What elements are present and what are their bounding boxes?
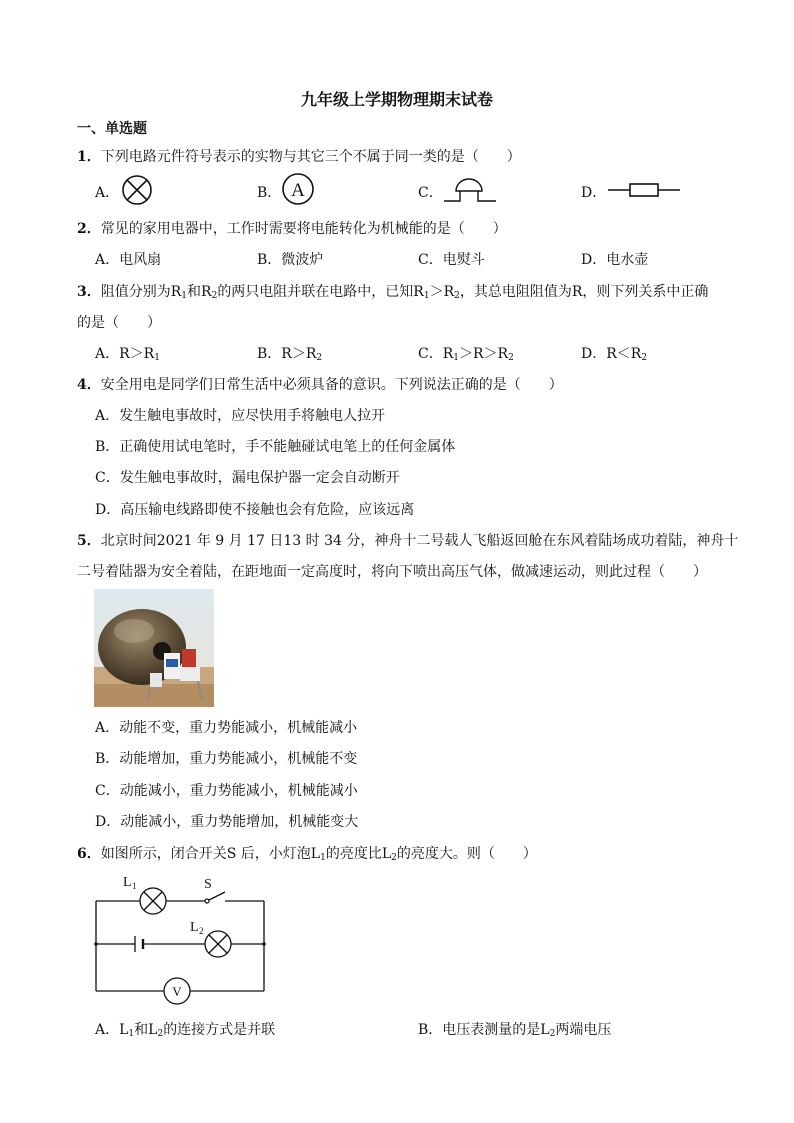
label-l1-sub: 1 — [132, 881, 137, 891]
option-text: 的连接方式是并联 — [163, 1022, 276, 1038]
option-text: A．L — [95, 1022, 129, 1038]
subscript: 2 — [508, 353, 514, 363]
battery-icon — [135, 936, 143, 952]
q6-text: 的亮度大。则（ ） — [396, 846, 537, 862]
label-l2-sub: 2 — [199, 926, 204, 936]
option-d: D．电水壶 — [581, 252, 649, 268]
lamp-icon — [119, 173, 155, 207]
option-b — [418, 1019, 611, 1039]
ammeter-icon — [280, 172, 316, 206]
subscript: 2 — [454, 291, 460, 301]
subscript: 2 — [549, 1029, 556, 1039]
question-text: 北京时间2021 年 9 月 17 日13 时 34 分，神舟十二号载人飞船返回舱在东风着陆场成功着陆，神舟十 — [100, 533, 739, 549]
q3-text: 和R — [187, 284, 212, 300]
option-b — [257, 343, 322, 363]
subscript: 2 — [316, 353, 323, 363]
question-2 — [77, 218, 507, 238]
ammeter-letter: A — [291, 180, 305, 201]
subscript: 1 — [181, 291, 188, 301]
option-d — [581, 343, 647, 363]
page-title: 九年级上学期物理期末试卷 — [300, 90, 493, 109]
capsule-photo — [94, 589, 214, 707]
section-heading: 一、单选题 — [77, 121, 147, 137]
question-6 — [77, 843, 537, 863]
q3-text: ，其总电阻阻值为R，则下列关系中正确 — [459, 284, 709, 300]
q6-text: 如图所示，闭合开关S 后，小灯泡L — [100, 846, 321, 862]
option-text: 两端电压 — [555, 1022, 612, 1038]
option-text: C．R — [418, 346, 454, 362]
option-text: A．R＞R — [95, 346, 155, 362]
bell-icon — [440, 173, 500, 203]
subscript: 2 — [391, 853, 397, 863]
option-a — [95, 343, 160, 363]
subscript: 2 — [641, 353, 648, 363]
switch-icon — [205, 892, 225, 903]
question-number: 1． — [77, 149, 101, 165]
subscript: 1 — [320, 853, 326, 863]
subscript: 2 — [157, 1029, 164, 1039]
subscript: 2 — [211, 291, 218, 301]
option-a — [95, 1019, 275, 1039]
lamp-l2-icon — [205, 931, 231, 957]
label-s: S — [204, 877, 212, 892]
q3-text: ＞R — [429, 284, 455, 300]
question-5-line2: 二号着陆器为安全着陆，在距地面一定高度时，将向下喷出高压气体，做减速运动，则此过程（ ） — [77, 564, 707, 580]
subscript: 1 — [128, 1029, 135, 1039]
option-c-label: C． — [418, 185, 443, 201]
question-3-line2: 的是（ ） — [77, 315, 161, 331]
question-3 — [77, 281, 708, 301]
question-number: 4． — [77, 377, 101, 393]
option-a: A．发生触电事故时，应尽快用手将触电人拉开 — [95, 408, 386, 424]
option-a: A．动能不变，重力势能减小，机械能减小 — [95, 720, 358, 736]
resistor-icon — [606, 180, 682, 200]
question-number: 3． — [77, 284, 101, 300]
option-d: D．动能减小，重力势能增加，机械能变大 — [95, 814, 359, 830]
label-l2: L — [190, 920, 199, 935]
subscript: 1 — [154, 353, 160, 363]
voltmeter-icon — [164, 978, 190, 1004]
option-a-label: A． — [95, 185, 120, 201]
question-text: 常见的家用电器中，工作时需要将电能转化为机械能的是（ ） — [100, 221, 507, 237]
q3-text: 的两只电阻并联在电路中，已知R — [217, 284, 424, 300]
option-c: C．发生触电事故时，漏电保护器一定会自动断开 — [95, 470, 400, 486]
voltmeter-letter: V — [172, 984, 182, 999]
question-number: 5． — [77, 533, 101, 549]
option-text: B．R＞R — [257, 346, 317, 362]
option-b: B．微波炉 — [257, 252, 324, 268]
option-d: D．高压输电线路即使不接触也会有危险，应该远离 — [95, 502, 415, 518]
option-b-label: B． — [257, 185, 282, 201]
option-text: B．电压表测量的是L — [418, 1022, 550, 1038]
question-text: 安全用电是同学们日常生活中必须具备的意识。下列说法正确的是（ ） — [100, 377, 563, 393]
option-d-label: D． — [581, 185, 607, 201]
option-c: C．电熨斗 — [418, 252, 485, 268]
subscript: 1 — [453, 353, 459, 363]
question-number: 2． — [77, 221, 101, 237]
question-text: 下列电路元件符号表示的实物与其它三个不属于同一类的是（ ） — [100, 149, 521, 165]
option-c — [418, 343, 514, 363]
question-number: 6． — [77, 846, 101, 862]
option-c: C．动能减小，重力势能减小，机械能减小 — [95, 783, 358, 799]
option-b: B．正确使用试电笔时，手不能触碰试电笔上的任何金属体 — [95, 439, 456, 455]
lamp-l1-icon — [140, 888, 166, 914]
option-text: D．R＜R — [581, 346, 642, 362]
circuit-diagram — [90, 870, 270, 1008]
label-l1: L — [123, 875, 132, 890]
option-text: 和L — [134, 1022, 158, 1038]
question-5 — [77, 530, 738, 550]
subscript: 1 — [423, 291, 430, 301]
question-4 — [77, 374, 563, 394]
q6-text: 的亮度比L — [325, 846, 392, 862]
option-text: ＞R＞R — [459, 346, 509, 362]
option-b: B．动能增加，重力势能减小，机械能不变 — [95, 751, 358, 767]
option-a: A．电风扇 — [95, 252, 162, 268]
q3-text: 阻值分别为R — [100, 284, 182, 300]
question-1 — [77, 146, 521, 166]
